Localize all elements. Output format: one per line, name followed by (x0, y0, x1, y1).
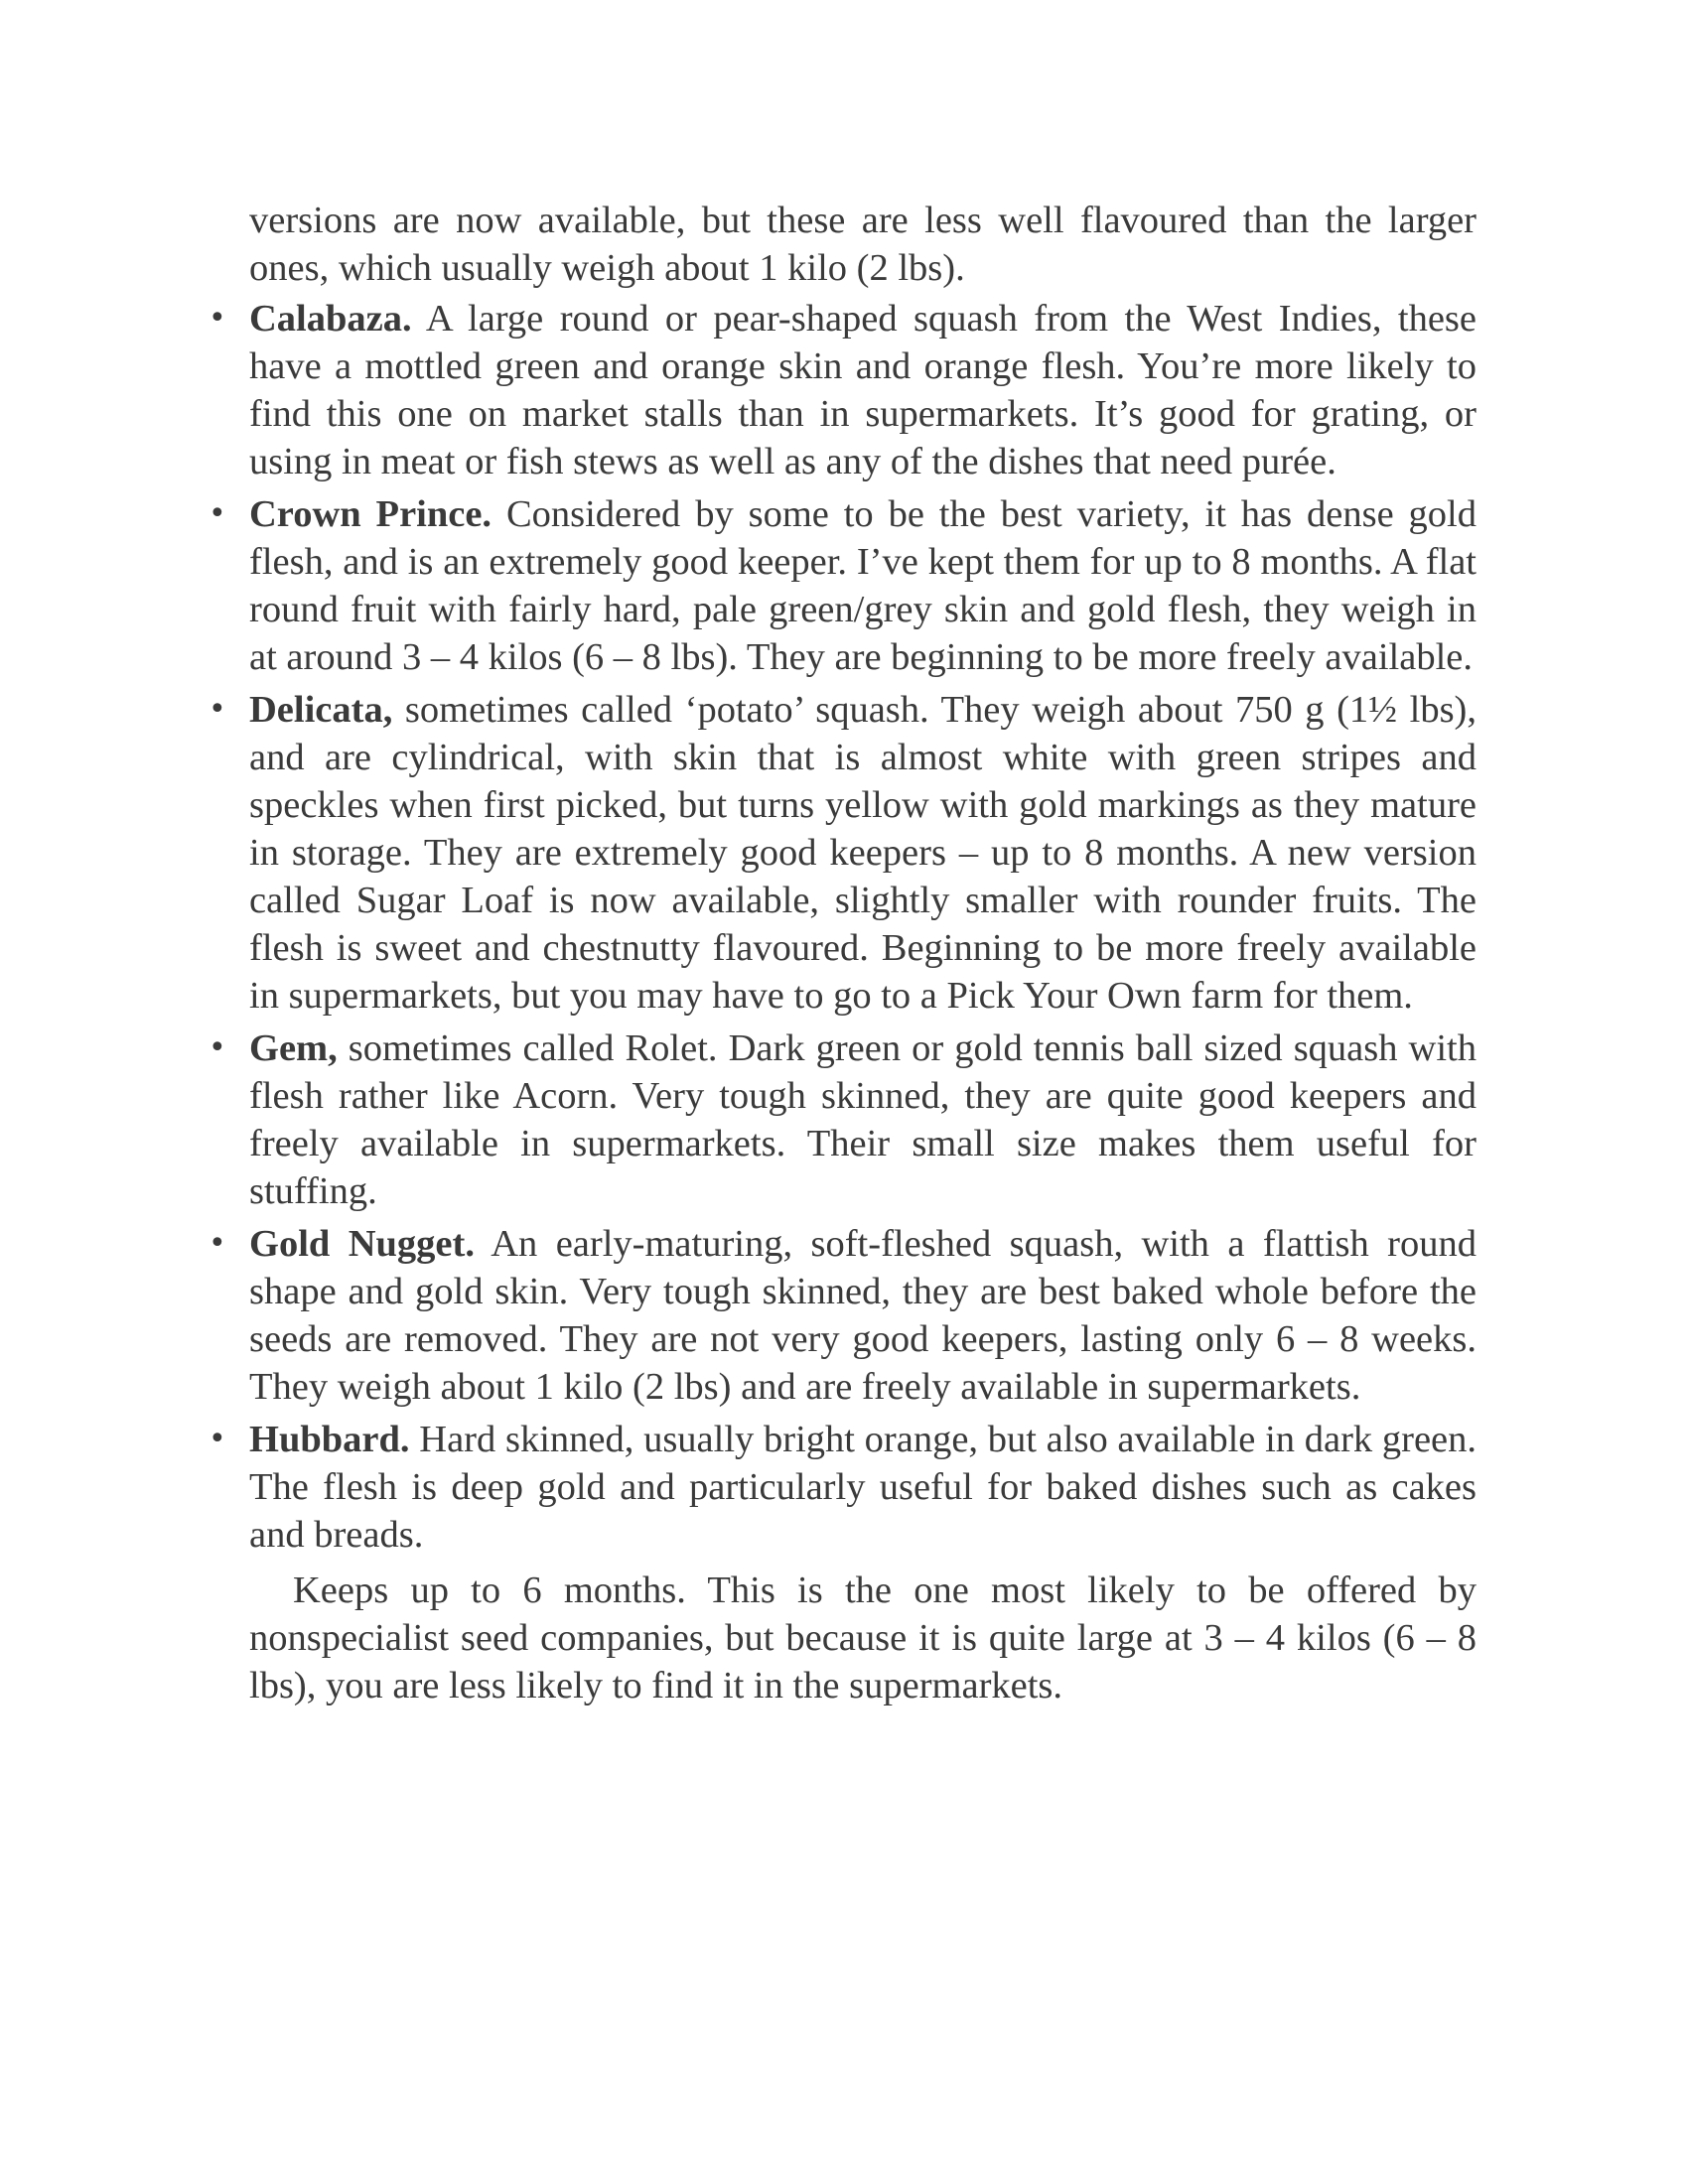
variety-term: Gem, (249, 1027, 338, 1069)
bullet-icon: • (209, 1226, 226, 1261)
bullet-icon: • (209, 1030, 226, 1065)
variety-description: Considered by some to be the best variety, it has dense gold flesh, and is an extremely good keeper. I’ve kept them for up to 8 months. A flat round fruit with fairly hard, pale green/grey skin and gold flesh, they weigh in at around 3 – 4 kilos (6 – 8 lbs). They are beginning to be more freely available. (249, 493, 1477, 678)
variety-description: sometimes called ‘potato’ squash. They weigh about 750 g (1½ lbs), and are cylindrical, with skin that is almost white with green stripes and speckles when first picked, but turns yellow with gold markings as they mature in storage. They are extremely good keepers – up to 8 months. A new version called Sugar Loaf is now available, slightly smaller with rounder fruits. The flesh is sweet and chestnutty flavoured. Beginning to be more freely available in supermarkets, but you may have to go to a Pick Your Own farm for them. (249, 689, 1477, 1017)
variety-description: Hard skinned, usually bright orange, but also available in dark green. The flesh is deep gold and particularly useful for baked dishes such as cakes and breads. (249, 1419, 1477, 1556)
document-page (209, 197, 1477, 1709)
list-item-delicata (209, 686, 1477, 1020)
intro-paragraph: versions are now available, but these are less well flavoured than the larger ones, which usually weigh about 1 kilo (2 lbs). (249, 200, 1477, 289)
variety-term: Delicata, (249, 689, 393, 731)
bullet-icon: • (209, 692, 226, 727)
list-item-crown-prince (209, 490, 1477, 681)
list-item-gem (209, 1024, 1477, 1215)
variety-term: Crown Prince. (249, 493, 492, 535)
variety-term: Hubbard. (249, 1419, 410, 1460)
variety-list (209, 295, 1477, 1559)
bullet-icon: • (209, 496, 226, 531)
variety-description: sometimes called Rolet. Dark green or gold tennis ball sized squash with flesh rather like Acorn. Very tough skinned, they are quite good keepers and freely available in supermarkets. Their small size makes them useful for stuffing. (249, 1027, 1477, 1212)
variety-description: An early-maturing, soft-fleshed squash, with a flattish round shape and gold skin. Very tough skinned, they are best baked whole before the seeds are removed. They are not very good keepers, lasting only 6 – 8 weeks. They weigh about 1 kilo (2 lbs) and are freely available in supermarkets. (249, 1223, 1477, 1408)
variety-term: Calabaza. (249, 298, 412, 340)
closing-paragraph: Keeps up to 6 months. This is the one most likely to be offered by nonspecialist seed companies, but because it is quite large at 3 – 4 kilos (6 – 8 lbs), you are less likely to find it in the supermarkets. (249, 1570, 1477, 1706)
bullet-icon: • (209, 301, 226, 336)
list-item-gold-nugget (209, 1220, 1477, 1411)
list-item-hubbard (209, 1416, 1477, 1559)
variety-description: A large round or pear-shaped squash from the West Indies, these have a mottled green and orange skin and orange flesh. You’re more likely to find this one on market stalls than in supermarkets. It’s good for grating, or using in meat or fish stews as well as any of the dishes that need purée. (249, 298, 1477, 482)
bullet-icon: • (209, 1422, 226, 1456)
variety-term: Gold Nugget. (249, 1223, 475, 1265)
list-item-calabaza (209, 295, 1477, 485)
